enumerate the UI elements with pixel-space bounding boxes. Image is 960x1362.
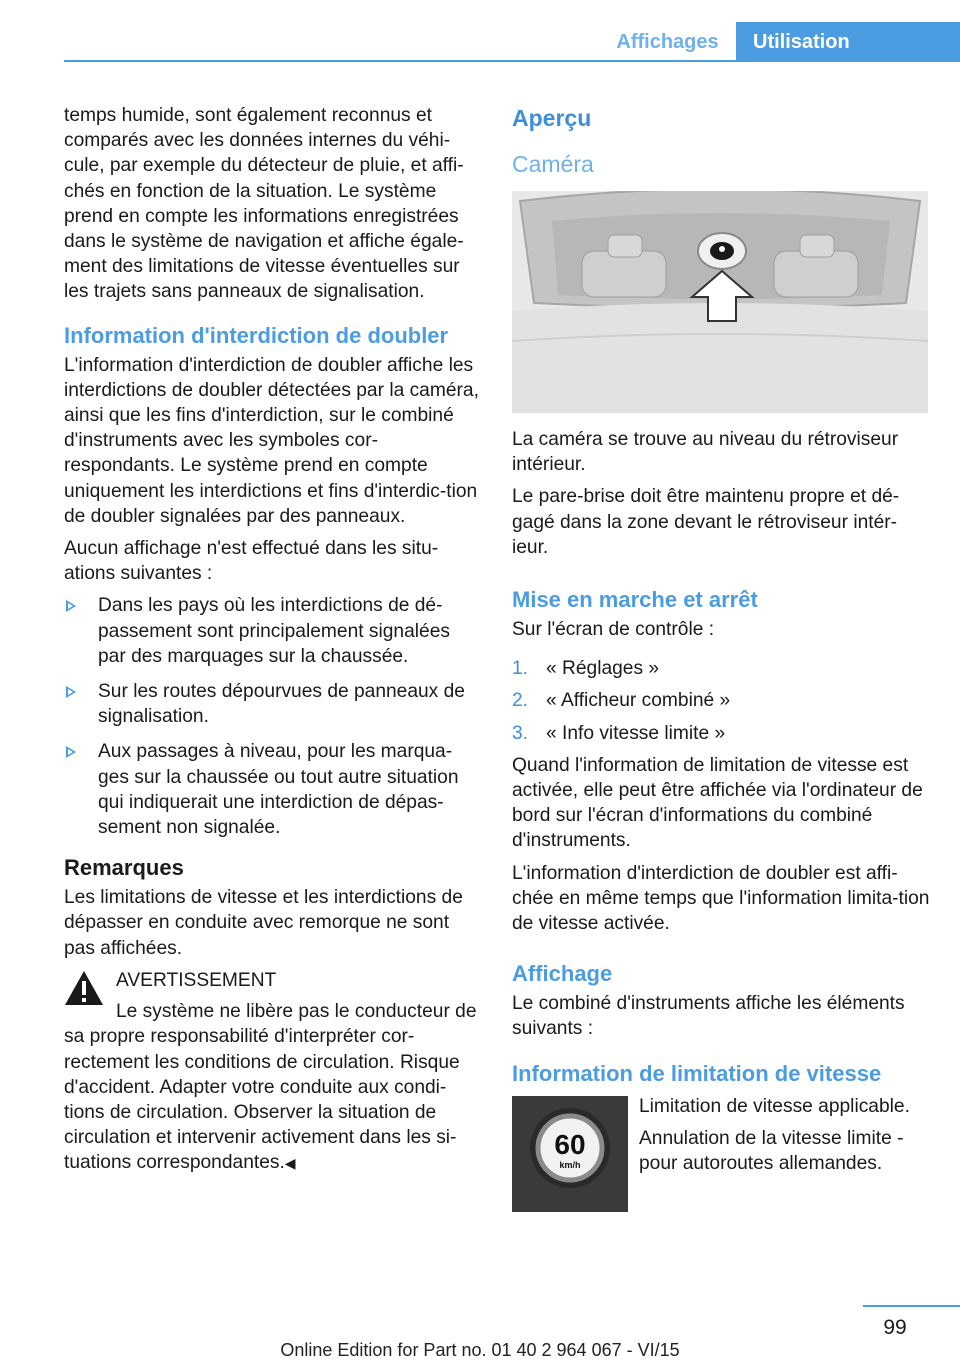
edition-text: Online Edition for Part no. 01 40 2 964 067 - VI/15 xyxy=(280,1340,680,1360)
remarks-paragraph: Les limitations de vitesse et les interdictions de dépasser en conduite avec remorque ne sont pas affichées. xyxy=(64,887,463,959)
speed-paragraph-1: Limitation de vitesse applicable. xyxy=(639,1095,910,1117)
footer-rule xyxy=(863,1305,960,1307)
header-section-tab: Affichages xyxy=(616,31,719,53)
overview-heading: Aperçu xyxy=(512,105,592,131)
sign-value-text: 60 xyxy=(554,1128,586,1160)
activated-paragraph: Quand l'information de limitation de vitesse est activée, elle peut être affichée via l'ordinateur de bord sur l'écran d'informations du combiné d'instruments. xyxy=(512,754,923,852)
list-item xyxy=(64,679,480,729)
list-item-text: Aux passages à niveau, pour les marqua-ges sur la chaussée ou tout autre situation qui indiquerait une interdiction de dépas-sement non signalée. xyxy=(98,741,459,839)
sign-unit-text: km/h xyxy=(559,1159,581,1170)
list-item xyxy=(64,739,480,840)
list-item xyxy=(512,721,930,746)
list-item xyxy=(512,656,930,681)
speed-limit-description xyxy=(639,1094,930,1184)
camera-paragraph-2: Le pare-brise doit être maintenu propre et dé-gagé dans la zone devant le rétroviseur intér-ieur. xyxy=(512,486,900,558)
list-item xyxy=(512,688,930,713)
step-label: « Réglages » xyxy=(546,658,660,680)
warning-title: AVERTISSEMENT xyxy=(116,969,277,991)
speed-limit-sign-image xyxy=(512,1096,628,1212)
camera-location-image xyxy=(512,191,928,413)
no-display-paragraph: Aucun affichage n'est effectué dans les situ-ations suivantes : xyxy=(64,538,439,585)
triangle-bullet-icon xyxy=(66,686,76,698)
camera-paragraph-1: La caméra se trouve au niveau du rétroviseur intérieur. xyxy=(512,429,899,476)
step-number: 2. xyxy=(512,690,529,712)
steps-list xyxy=(512,656,930,746)
step-label: « Afficheur combiné » xyxy=(546,690,731,712)
step-label: « Info vitesse limite » xyxy=(546,722,726,744)
intro-paragraph: temps humide, sont également reconnus et comparés avec les données internes du véhi-cule, par exemple du détecteur de pluie, et affi-chés en fonction de la situation. Le système prend en compte les informations enregistrées dans le système de navigation et affiche égale-ment des limitations de vitesse éventuelles sur les trajets sans panneaux de signalisation. xyxy=(64,105,464,303)
display-paragraph: Le combiné d'instruments affiche les éléments suivants : xyxy=(512,993,905,1040)
warning-triangle-icon xyxy=(64,970,104,1006)
onoff-heading: Mise en marche et arrêt xyxy=(512,587,758,613)
speed-paragraph-2: Annulation de la vitesse limite - pour autoroutes allemandes. xyxy=(639,1127,904,1175)
warning-text xyxy=(64,999,480,1176)
triangle-bullet-icon xyxy=(66,600,76,612)
left-column xyxy=(64,103,480,1177)
end-mark-icon: ◀ xyxy=(284,1155,296,1172)
overtaking-display-paragraph: L'information d'interdiction de doubler est affi-chée en même temps que l'information limita-tion de vitesse activée. xyxy=(512,862,930,935)
display-heading: Affichage xyxy=(512,961,613,987)
page-number: 99 xyxy=(883,1316,907,1339)
remarks-heading: Remarques xyxy=(64,855,184,881)
overtaking-paragraph: L'information d'interdiction de doubler affiche les interdictions de doubler détectées par la caméra, ainsi que les fins d'interdiction, sur le combiné d'instruments avec les symboles cor-respondants. Le système prend en compte uniquement les interdictions et fins d'interdic-tion de doubler signalées par des panneaux. xyxy=(64,354,479,527)
triangle-bullet-icon xyxy=(66,746,76,758)
speed-limit-block xyxy=(512,1094,930,1214)
onoff-paragraph: Sur l'écran de contrôle : xyxy=(512,619,715,641)
situations-list xyxy=(64,593,480,840)
right-column xyxy=(512,103,930,1214)
speed-info-heading: Information de limitation de vitesse xyxy=(512,1060,882,1086)
warning-box xyxy=(64,968,480,1177)
list-item-text: Sur les routes dépourvues de panneaux de signalisation. xyxy=(98,681,465,728)
list-item xyxy=(64,593,480,669)
warning-body-text: Le système ne libère pas le conducteur de sa propre responsabilité d'interpréter cor-rectement les conditions de circulation. Risque d'accident. Adapter votre conduite aux condi-tions de circulation. Observer la situation de circulation et intervenir activement dans les si-tuations correspondantes. xyxy=(64,1001,477,1174)
step-number: 3. xyxy=(512,722,529,744)
header-rule xyxy=(64,60,960,62)
camera-heading: Caméra xyxy=(512,151,594,177)
header-chapter-tab: Utilisation xyxy=(736,22,960,62)
list-item-text: Dans les pays où les interdictions de dé-passement sont principalement signalées par des marquages sur la chaussée. xyxy=(98,595,450,667)
step-number: 1. xyxy=(512,658,529,680)
overtaking-heading: Information d'interdiction de doubler xyxy=(64,322,449,348)
